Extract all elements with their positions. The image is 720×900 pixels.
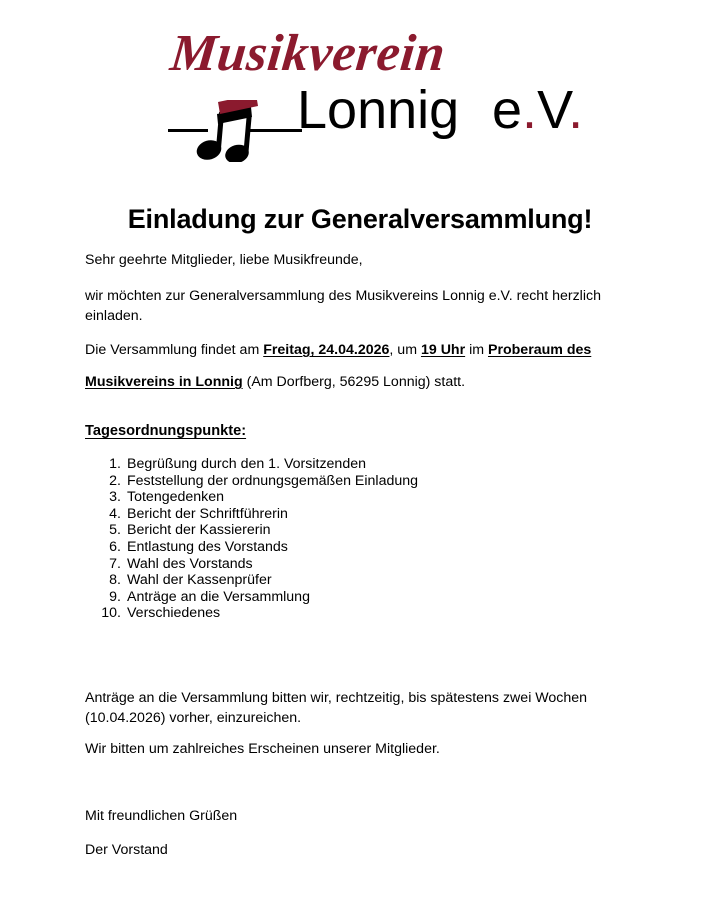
club-logo — [0, 25, 720, 158]
agenda-item-label: Wahl der Kassenprüfer — [127, 572, 272, 589]
list-item — [85, 506, 585, 523]
agenda-item-label: Totengedenken — [127, 489, 225, 506]
attendance-paragraph: Wir bitten um zahlreiches Erscheinen unserer Mitglieder. — [85, 741, 440, 758]
agenda-item-label: Wahl des Vorstands — [127, 555, 253, 572]
meeting-venue: Proberaum des Musikvereins in Lonnig — [85, 342, 592, 391]
logo-script-musikverein: Musikverein — [167, 25, 448, 82]
agenda-item-number: 1. — [109, 456, 121, 472]
meeting-date: Freitag, 24.04.2026 — [263, 342, 390, 359]
list-item — [85, 556, 585, 573]
list-item — [85, 589, 585, 606]
requests-paragraph: Anträge an die Versammlung bitten wir, rechtzeitig, bis spätestens zwei Wochen (10.04.2026) vorher, einzureichen. — [85, 690, 588, 727]
list-item — [85, 473, 585, 490]
music-note-icon — [196, 100, 262, 162]
meeting-address: (Am Dorfberg, 56295 Lonnig) statt. — [242, 374, 466, 391]
logo-text-lonnig: Lonnig — [297, 80, 460, 140]
agenda-item-label: Anträge an die Versammlung — [127, 588, 310, 605]
agenda-item-number: 3. — [109, 489, 121, 506]
meeting-time: 19 Uhr — [420, 342, 466, 359]
agenda-item-number: 6. — [109, 538, 121, 555]
agenda-item-label: Verschiedenes — [127, 605, 221, 622]
meeting-mid-text-1: , um — [389, 342, 421, 359]
agenda-item-label: Begrüßung durch den 1. Vorsitzenden — [127, 456, 366, 472]
logo-ev-e: e — [492, 80, 523, 140]
agenda-item-number: 4. — [109, 505, 121, 522]
logo-ev-dot-2: . — [568, 80, 584, 140]
list-item — [85, 572, 585, 589]
agenda-item-number: 9. — [109, 588, 121, 605]
agenda-heading: Tagesordnungspunkte: — [85, 423, 247, 439]
agenda-item-number: 7. — [109, 555, 121, 572]
list-item — [85, 605, 585, 622]
logo-text-ev — [492, 80, 584, 140]
meeting-lead-text: Die Versammlung findet am — [85, 342, 264, 359]
agenda-item-label: Bericht der Kassiererin — [127, 522, 271, 539]
agenda-item-number: 10. — [101, 605, 121, 622]
agenda-item-number: 2. — [109, 472, 121, 489]
page-title: Einladung zur Generalversammlung! — [127, 204, 593, 235]
salutation-text: Sehr geehrte Mitglieder, liebe Musikfreunde, — [85, 252, 363, 269]
list-item — [85, 456, 585, 473]
list-item — [85, 522, 585, 539]
logo-ev-v: V — [537, 80, 569, 140]
agenda-item-label: Entlastung des Vorstands — [127, 538, 288, 555]
agenda-item-number: 5. — [109, 522, 121, 539]
signature-line: Der Vorstand — [85, 842, 168, 859]
meeting-mid-text-2: im — [465, 342, 488, 359]
agenda-item-label: Bericht der Schriftführerin — [127, 505, 288, 522]
closing-regards: Mit freundlichen Grüßen — [85, 808, 238, 825]
intro-paragraph: wir möchten zur Generalversammlung des Musikvereins Lonnig e.V. recht herzlich einladen. — [85, 288, 601, 325]
list-item — [85, 489, 585, 506]
list-item — [85, 539, 585, 556]
logo-ev-dot-1: . — [522, 80, 538, 140]
meeting-details-paragraph — [85, 335, 635, 399]
agenda-list — [85, 456, 585, 622]
agenda-item-label: Feststellung der ordnungsgemäßen Einladung — [127, 472, 419, 489]
agenda-item-number: 8. — [109, 572, 121, 589]
